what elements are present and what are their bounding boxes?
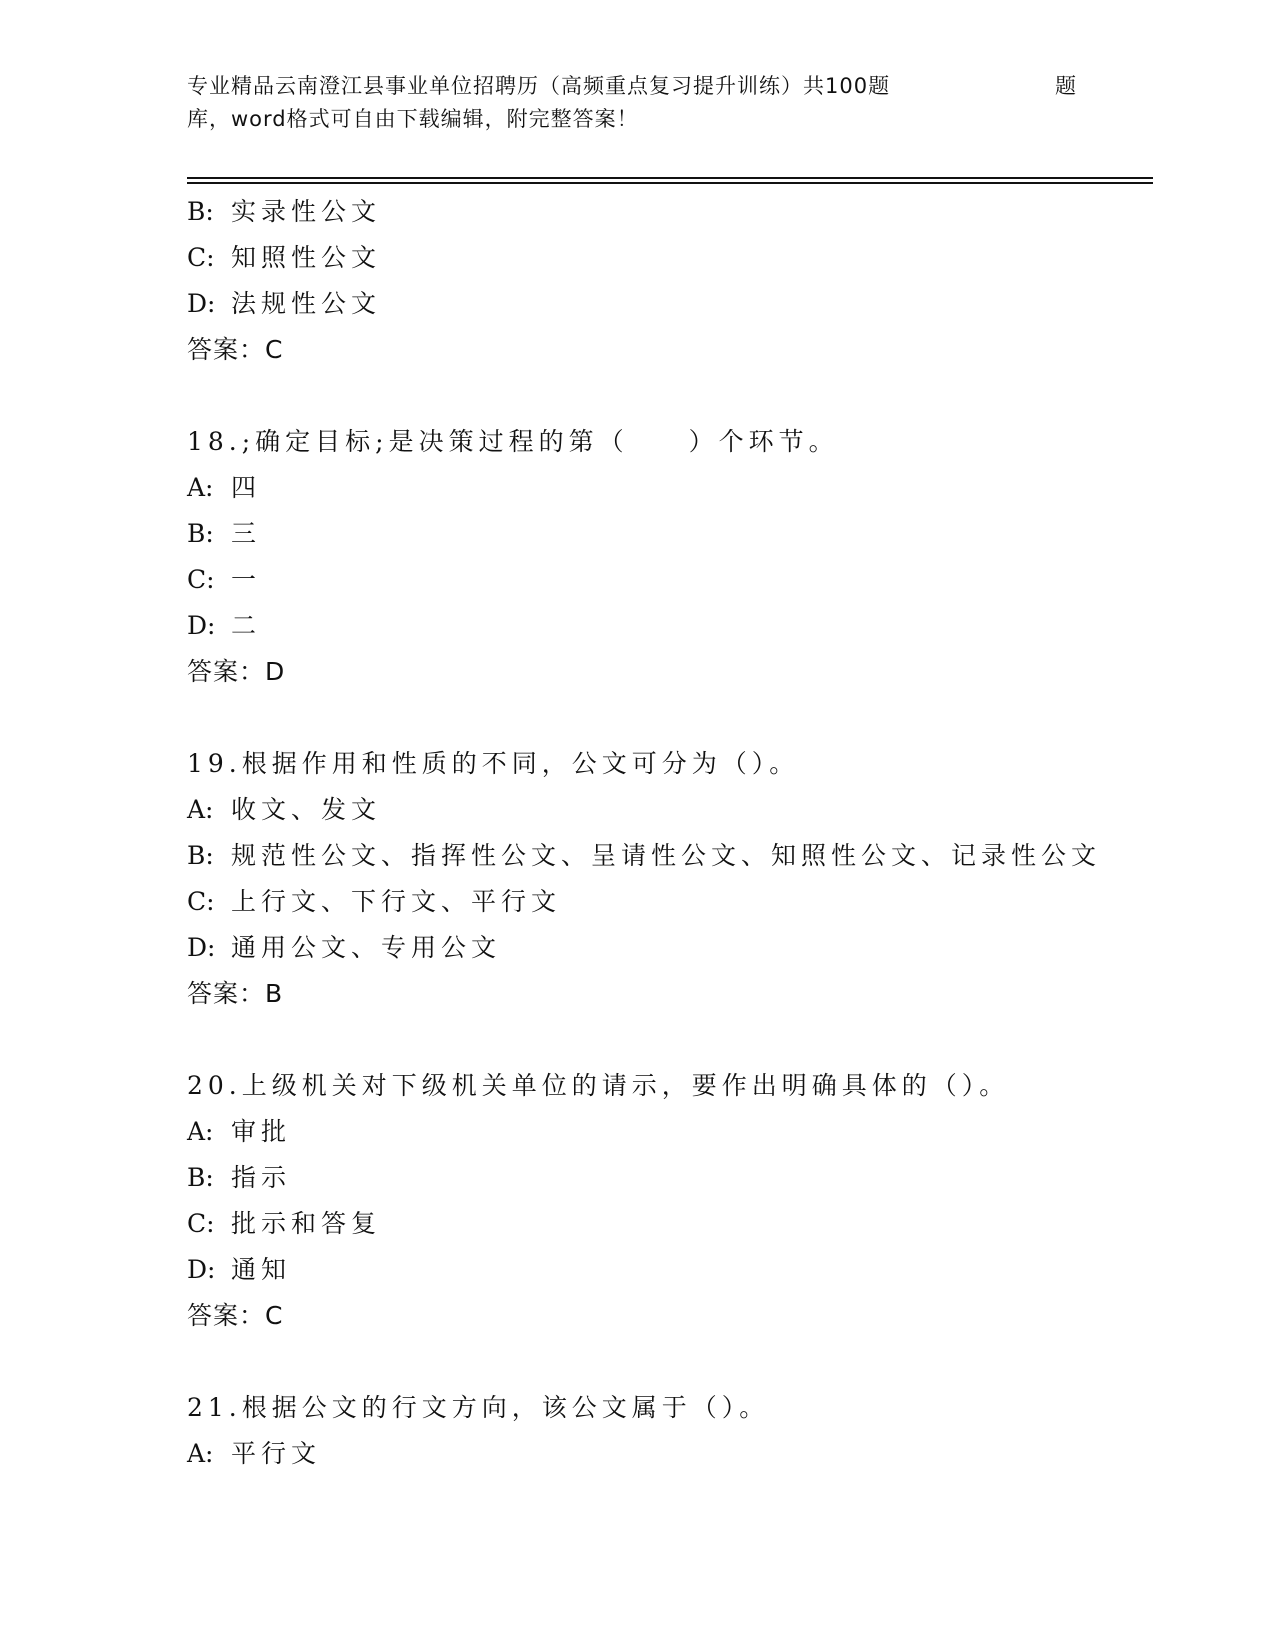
option-text: 二 (231, 611, 262, 640)
question-stem: 21.根据公文的行文方向，该公文属于（）。 (187, 1393, 770, 1422)
option-letter: C: (187, 1209, 215, 1238)
question-stem: 18.;确定目标;是决策过程的第（ ）个环节。 (187, 427, 839, 456)
header-divider-top (187, 177, 1153, 179)
option-a (187, 1109, 1153, 1155)
option-c (187, 1201, 1153, 1247)
option-text: 实录性公文 (231, 197, 382, 226)
option-text: 三 (231, 519, 262, 548)
option-letter: D: (187, 611, 216, 640)
answer-line: 答案：B (187, 979, 284, 1008)
question-20 (187, 1063, 1153, 1339)
option-letter: D: (187, 1255, 216, 1284)
header-divider-bottom (187, 182, 1153, 184)
option-letter: A: (187, 1117, 214, 1146)
option-b (187, 189, 1153, 235)
option-b (187, 833, 1153, 879)
option-b (187, 511, 1153, 557)
option-text: 上行文、下行文、平行文 (231, 887, 562, 916)
option-d (187, 1247, 1153, 1293)
question-stem: 19.根据作用和性质的不同，公文可分为（）。 (187, 749, 800, 778)
option-text: 知照性公文 (231, 243, 382, 272)
option-letter: C: (187, 565, 215, 594)
option-letter: B: (187, 197, 214, 226)
option-text: 收文、发文 (231, 795, 382, 824)
option-d (187, 925, 1153, 971)
document-content (187, 189, 1153, 1477)
question-21 (187, 1385, 1153, 1477)
option-d (187, 281, 1153, 327)
header-title-text: 专业精品云南澄江县事业单位招聘历（高频重点复习提升训练）共100题 (187, 74, 891, 98)
option-letter: B: (187, 1163, 214, 1192)
option-letter: D: (187, 289, 216, 318)
option-text: 平行文 (231, 1439, 322, 1468)
option-c (187, 557, 1153, 603)
option-letter: B: (187, 519, 214, 548)
option-letter: C: (187, 887, 215, 916)
option-letter: D: (187, 933, 216, 962)
question-18 (187, 419, 1153, 695)
option-text: 通知 (231, 1255, 292, 1284)
question-17-continuation (187, 189, 1153, 373)
option-text: 一 (231, 565, 262, 594)
option-a (187, 1431, 1153, 1477)
answer-line: 答案：D (187, 657, 286, 686)
header-line-1 (187, 70, 1087, 103)
option-text: 审批 (231, 1117, 292, 1146)
option-letter: A: (187, 1439, 214, 1468)
option-letter: C: (187, 243, 215, 272)
option-letter: A: (187, 473, 214, 502)
option-text: 规范性公文、指挥性公文、呈请性公文、知照性公文、记录性公文 (231, 841, 1102, 870)
option-letter: B: (187, 841, 214, 870)
option-text: 四 (231, 473, 262, 502)
header-line-2: 库，word格式可自由下载编辑，附完整答案！ (187, 107, 639, 131)
option-d (187, 603, 1153, 649)
option-text: 通用公文、专用公文 (231, 933, 502, 962)
question-19 (187, 741, 1153, 1017)
option-text: 批示和答复 (231, 1209, 382, 1238)
option-a (187, 787, 1153, 833)
answer-line: 答案：C (187, 1301, 284, 1330)
option-text: 指示 (231, 1163, 292, 1192)
option-b (187, 1155, 1153, 1201)
option-letter: A: (187, 795, 214, 824)
option-c (187, 235, 1153, 281)
option-a (187, 465, 1153, 511)
answer-line: 答案：C (187, 335, 284, 364)
option-c (187, 879, 1153, 925)
header-title-tail: 题 (1055, 74, 1077, 98)
page-header (187, 70, 1087, 136)
question-stem: 20.上级机关对下级机关单位的请示，要作出明确具体的（）。 (187, 1071, 1010, 1100)
option-text: 法规性公文 (231, 289, 382, 318)
